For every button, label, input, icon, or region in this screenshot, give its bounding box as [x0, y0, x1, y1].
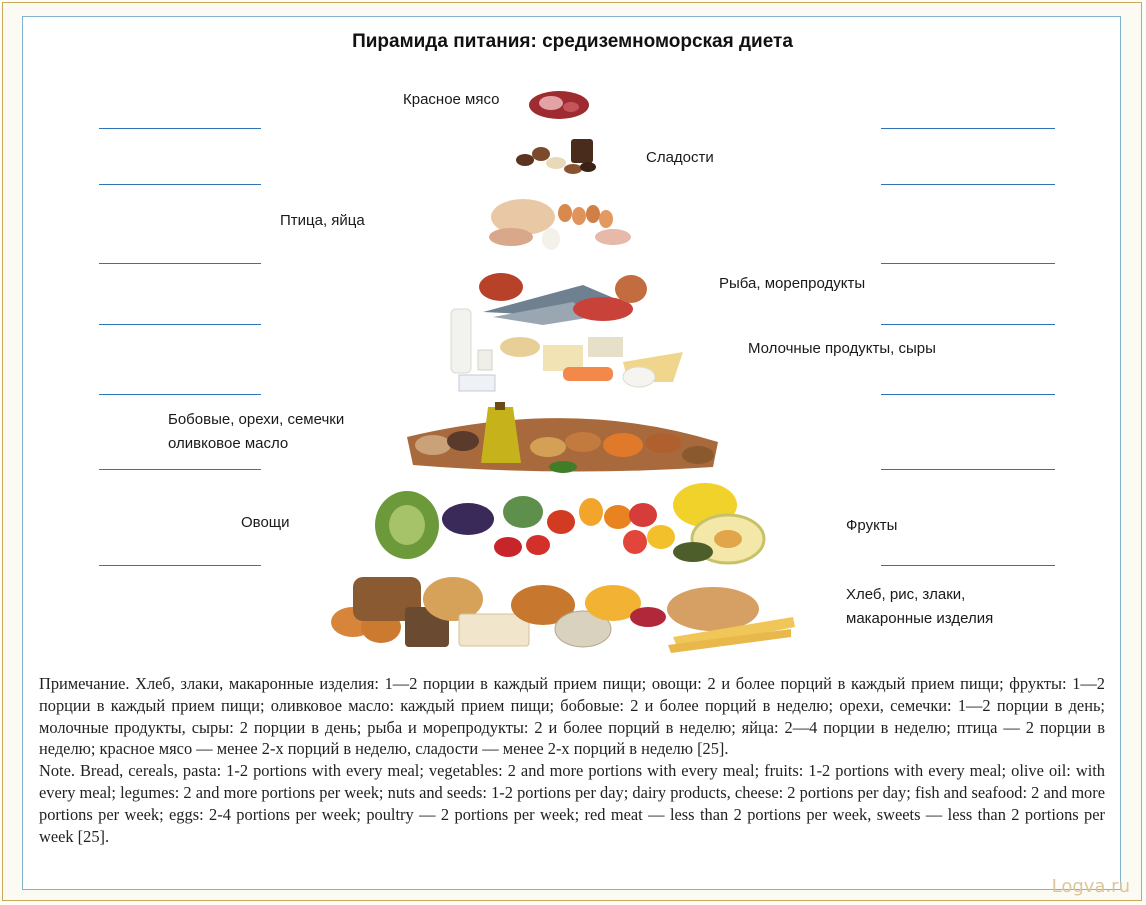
- label-fish-seafood: Рыба, морепродукты: [719, 275, 866, 292]
- red-meat-tier: [529, 91, 589, 119]
- vegetables-fruits-tier: [375, 483, 764, 563]
- food-pyramid-illustration: [23, 17, 1122, 667]
- watermark-logo: Logva.ru: [1051, 876, 1130, 897]
- label-sweets: Сладости: [646, 149, 714, 166]
- dairy-tier: [451, 309, 683, 391]
- label-legumes-line-1: Бобовые, орехи, семечки: [168, 411, 345, 428]
- fish-seafood-tier: [479, 273, 647, 325]
- note-russian: Примечание. Хлеб, злаки, макаронные изделия: 1—2 порции в каждый прием пищи; овощи: 2 и более порций в каждый прием пищи; фрукты: 1—2 порции в каждый прием пищи; оливковое масло: каждый прием пищи; бобовые: 2 и более порций в неделю; орехи, семечки: 1—2 порции в день; молочные продукты, сыры: 2 порции в день; рыба и морепродукты: 2 и более порций в неделю; яйца: 2—4 порции в неделю; птица — 2 порции в неделю; красное мясо — менее 2-х порций в неделю, сладости — менее 2-х порций в неделю [25].: [39, 674, 1105, 759]
- label-legumes-line-2: оливковое масло: [168, 435, 289, 452]
- label-bread-line-1: Хлеб, рис, злаки,: [846, 586, 966, 603]
- label-fruits: Фрукты: [846, 517, 898, 534]
- figure-frame: [22, 16, 1121, 890]
- note-english: Note. Bread, cereals, pasta: 1-2 portions with every meal; vegetables: 2 and more portions with every meal; fruits: 1-2 portions with every meal; olive oil: with every meal; legumes: 2 and more portions per week; nuts and seeds: 1-2 portions per day; dairy products, cheese: 2 portions per day; fish and seafood: 2 and more portions per week; eggs: 2-4 portions per week; poultry — 2 portions per week; red meat — less than 2 portions per week, sweets — less than 2 portions per week [25].: [39, 761, 1105, 846]
- label-dairy: Молочные продукты, сыры: [748, 340, 936, 357]
- bread-grains-pasta-tier: [331, 577, 795, 653]
- legumes-nuts-oil-tier: [407, 402, 718, 473]
- label-poultry-eggs: Птица, яйца: [280, 212, 365, 229]
- poultry-eggs-tier: [489, 199, 631, 250]
- label-bread-line-2: макаронные изделия: [846, 610, 994, 627]
- figure-note: [39, 673, 1105, 847]
- label-vegetables: Овощи: [241, 514, 290, 531]
- label-red-meat: Красное мясо: [403, 91, 500, 108]
- sweets-tier: [516, 139, 596, 174]
- figure-title: Пирамида питания: средиземноморская диета: [352, 31, 793, 52]
